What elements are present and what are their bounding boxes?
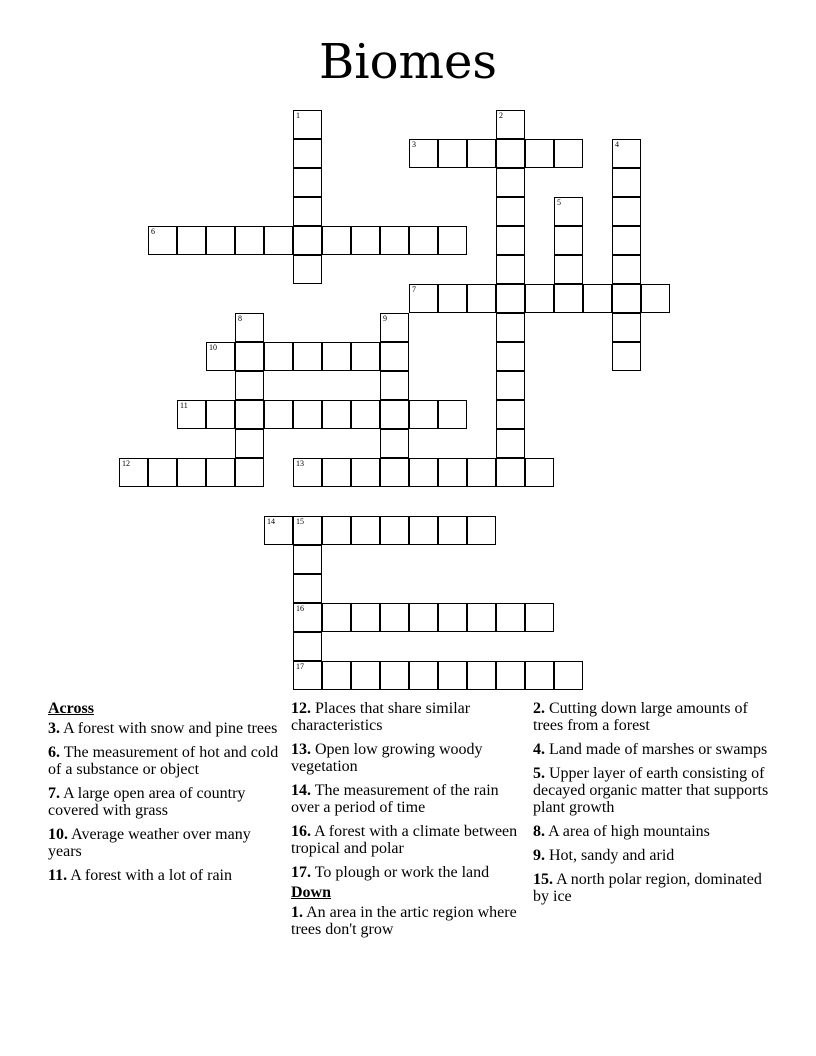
grid-cell[interactable] (264, 226, 293, 255)
grid-cell[interactable] (554, 139, 583, 168)
clue-number: 16 (296, 604, 304, 613)
grid-cell[interactable] (409, 400, 438, 429)
grid-cell[interactable] (467, 284, 496, 313)
grid-cell[interactable] (496, 429, 525, 458)
grid-cell[interactable] (293, 168, 322, 197)
grid-cell[interactable] (264, 516, 293, 545)
grid-cell[interactable] (351, 661, 380, 690)
grid-cell[interactable] (612, 168, 641, 197)
grid-cell[interactable] (438, 458, 467, 487)
clue-number: 17 (296, 662, 304, 671)
grid-cell[interactable] (351, 458, 380, 487)
grid-cell[interactable] (322, 342, 351, 371)
clue-item (533, 871, 769, 905)
grid-cell[interactable] (235, 342, 264, 371)
clue-number: 7 (412, 285, 416, 294)
clue-item-number: 13. (291, 741, 311, 758)
grid-cell[interactable] (293, 574, 322, 603)
clue-item (291, 741, 527, 775)
clue-item (533, 823, 769, 840)
grid-cell[interactable] (438, 516, 467, 545)
grid-cell[interactable] (496, 197, 525, 226)
clue-item-text: A area of high mountains (545, 823, 710, 840)
grid-cell[interactable] (119, 458, 148, 487)
clue-item-number: 10. (48, 826, 68, 843)
clue-item-number: 9. (533, 847, 545, 864)
clue-item-number: 5. (533, 765, 545, 782)
grid-cell[interactable] (264, 400, 293, 429)
clue-item-number: 15. (533, 871, 553, 888)
clue-number: 9 (383, 314, 387, 323)
grid-cell[interactable] (206, 342, 235, 371)
clue-item-number: 6. (48, 744, 60, 761)
grid-cell[interactable] (467, 516, 496, 545)
grid-cell[interactable] (235, 400, 264, 429)
clue-item-text: A large open area of country covered with grass (48, 785, 246, 819)
grid-cell[interactable] (496, 603, 525, 632)
grid-cell[interactable] (380, 458, 409, 487)
grid-cell[interactable] (438, 400, 467, 429)
clue-item-text: An area in the artic region where trees don't grow (291, 904, 517, 938)
clue-item-text: The measurement of the rain over a period of time (291, 782, 499, 816)
grid-cell[interactable] (177, 226, 206, 255)
grid-cell[interactable] (496, 284, 525, 313)
clue-item-text: To plough or work the land (311, 864, 490, 881)
grid-cell[interactable] (380, 603, 409, 632)
grid-cell[interactable] (525, 661, 554, 690)
grid-cell[interactable] (293, 603, 322, 632)
grid-cell[interactable] (409, 603, 438, 632)
grid-cell[interactable] (380, 371, 409, 400)
grid-cell[interactable] (293, 226, 322, 255)
grid-cell[interactable] (496, 371, 525, 400)
grid-cell[interactable] (409, 661, 438, 690)
grid-cell[interactable] (467, 458, 496, 487)
grid-cell[interactable] (206, 400, 235, 429)
clue-item-number: 14. (291, 782, 311, 799)
grid-cell[interactable] (351, 400, 380, 429)
grid-cell[interactable] (612, 139, 641, 168)
grid-cell[interactable] (293, 458, 322, 487)
clue-item-number: 11. (48, 867, 68, 884)
clue-item-number: 3. (48, 720, 60, 737)
clue-number: 14 (267, 517, 275, 526)
clue-number: 13 (296, 459, 304, 468)
grid-cell[interactable] (351, 226, 380, 255)
clue-item-number: 4. (533, 741, 545, 758)
grid-cell[interactable] (293, 632, 322, 661)
grid-cell[interactable] (409, 226, 438, 255)
grid-cell[interactable] (496, 400, 525, 429)
clue-item-number: 17. (291, 864, 311, 881)
clue-item (48, 744, 284, 778)
clue-item (533, 741, 769, 758)
grid-cell[interactable] (409, 284, 438, 313)
clue-item-text: The measurement of hot and cold of a substance or object (48, 744, 279, 778)
clue-number: 15 (296, 517, 304, 526)
grid-cell[interactable] (612, 255, 641, 284)
grid-cell[interactable] (148, 458, 177, 487)
grid-cell[interactable] (438, 661, 467, 690)
clue-item-text: A forest with snow and pine trees (60, 720, 278, 737)
grid-cell[interactable] (438, 603, 467, 632)
grid-cell[interactable] (206, 226, 235, 255)
grid-cell[interactable] (293, 661, 322, 690)
clue-item-text: Cutting down large amounts of trees from a forest (533, 700, 748, 734)
clue-item-number: 1. (291, 904, 303, 921)
clue-item-text: A forest with a climate between tropical and polar (291, 823, 518, 857)
grid-cell[interactable] (293, 255, 322, 284)
grid-cell[interactable] (380, 226, 409, 255)
clue-item (533, 847, 769, 864)
grid-cell[interactable] (554, 255, 583, 284)
grid-cell[interactable] (496, 458, 525, 487)
clue-number: 1 (296, 111, 300, 120)
grid-cell[interactable] (583, 284, 612, 313)
clue-item-text: Upper layer of earth consisting of decayed organic matter that supports plant growth (533, 765, 769, 816)
grid-cell[interactable] (467, 603, 496, 632)
grid-cell[interactable] (467, 139, 496, 168)
clue-number: 10 (209, 343, 217, 352)
grid-cell[interactable] (496, 139, 525, 168)
clue-item (533, 765, 769, 816)
grid-cell[interactable] (525, 284, 554, 313)
grid-cell[interactable] (612, 226, 641, 255)
grid-cell[interactable] (380, 516, 409, 545)
grid-cell[interactable] (322, 226, 351, 255)
clue-item-number: 12. (291, 700, 311, 717)
grid-cell[interactable] (525, 603, 554, 632)
clue-item (533, 700, 769, 734)
grid-cell[interactable] (641, 284, 670, 313)
down-heading: Down (291, 884, 332, 901)
clue-item-text: A north polar region, dominated by ice (533, 871, 762, 905)
grid-cell[interactable] (438, 284, 467, 313)
grid-cell[interactable] (235, 226, 264, 255)
grid-cell[interactable] (496, 110, 525, 139)
across-heading: Across (48, 700, 94, 717)
grid-cell[interactable] (554, 661, 583, 690)
clue-number: 5 (557, 198, 561, 207)
grid-cell[interactable] (293, 342, 322, 371)
clue-item-text: Average weather over many years (48, 826, 251, 860)
clue-item-number: 2. (533, 700, 545, 717)
clue-item (291, 864, 527, 881)
clue-item (291, 700, 527, 734)
grid-cell[interactable] (409, 458, 438, 487)
grid-cell[interactable] (409, 139, 438, 168)
grid-cell[interactable] (293, 139, 322, 168)
clue-column-2 (291, 700, 527, 945)
clue-number: 8 (238, 314, 242, 323)
clue-item-text: Places that share similar characteristics (291, 700, 471, 734)
clue-column-3 (533, 700, 769, 912)
grid-cell[interactable] (293, 400, 322, 429)
grid-cell[interactable] (496, 313, 525, 342)
clue-number: 12 (122, 459, 130, 468)
grid-cell[interactable] (322, 661, 351, 690)
grid-cell[interactable] (351, 342, 380, 371)
clue-item-text: Hot, sandy and arid (545, 847, 675, 864)
grid-cell[interactable] (235, 429, 264, 458)
grid-cell[interactable] (496, 255, 525, 284)
grid-cell[interactable] (235, 313, 264, 342)
clue-number: 4 (615, 140, 619, 149)
clue-column-1 (48, 700, 284, 891)
clue-item-text: A forest with a lot of rain (67, 867, 232, 884)
clue-item-text: Land made of marshes or swamps (545, 741, 768, 758)
grid-cell[interactable] (235, 458, 264, 487)
clue-item-text: Open low growing woody vegetation (291, 741, 483, 775)
clue-item (291, 904, 527, 938)
grid-cell[interactable] (496, 661, 525, 690)
clue-number: 11 (180, 401, 188, 410)
clue-item (48, 720, 284, 737)
grid-cell[interactable] (554, 226, 583, 255)
grid-cell[interactable] (177, 400, 206, 429)
grid-cell[interactable] (148, 226, 177, 255)
grid-cell[interactable] (409, 516, 438, 545)
clue-item (48, 867, 284, 884)
grid-cell[interactable] (380, 313, 409, 342)
grid-cell[interactable] (380, 661, 409, 690)
grid-cell[interactable] (293, 545, 322, 574)
grid-cell[interactable] (380, 342, 409, 371)
clue-item (48, 826, 284, 860)
grid-cell[interactable] (612, 342, 641, 371)
grid-cell[interactable] (206, 458, 235, 487)
clue-item (291, 823, 527, 857)
grid-cell[interactable] (612, 197, 641, 226)
grid-cell[interactable] (322, 400, 351, 429)
grid-cell[interactable] (322, 603, 351, 632)
grid-cell[interactable] (351, 603, 380, 632)
clue-item-number: 8. (533, 823, 545, 840)
grid-cell[interactable] (496, 226, 525, 255)
grid-cell[interactable] (293, 110, 322, 139)
clue-item (48, 785, 284, 819)
clue-item-number: 16. (291, 823, 311, 840)
grid-cell[interactable] (554, 197, 583, 226)
grid-cell[interactable] (525, 458, 554, 487)
grid-cell[interactable] (322, 458, 351, 487)
grid-cell[interactable] (438, 139, 467, 168)
grid-cell[interactable] (177, 458, 206, 487)
grid-cell[interactable] (322, 516, 351, 545)
grid-cell[interactable] (496, 342, 525, 371)
grid-cell[interactable] (554, 284, 583, 313)
grid-cell[interactable] (380, 400, 409, 429)
grid-cell[interactable] (351, 516, 380, 545)
clue-item-number: 7. (48, 785, 60, 802)
clue-number: 6 (151, 227, 155, 236)
grid-cell[interactable] (525, 139, 554, 168)
grid-cell[interactable] (235, 371, 264, 400)
grid-cell[interactable] (293, 516, 322, 545)
grid-cell[interactable] (380, 429, 409, 458)
grid-cell[interactable] (612, 313, 641, 342)
grid-cell[interactable] (438, 226, 467, 255)
clue-item (291, 782, 527, 816)
grid-cell[interactable] (612, 284, 641, 313)
clue-number: 3 (412, 140, 416, 149)
grid-cell[interactable] (264, 342, 293, 371)
page-title: Biomes (318, 34, 498, 90)
grid-cell[interactable] (293, 197, 322, 226)
grid-cell[interactable] (496, 168, 525, 197)
grid-cell[interactable] (467, 661, 496, 690)
clue-number: 2 (499, 111, 503, 120)
